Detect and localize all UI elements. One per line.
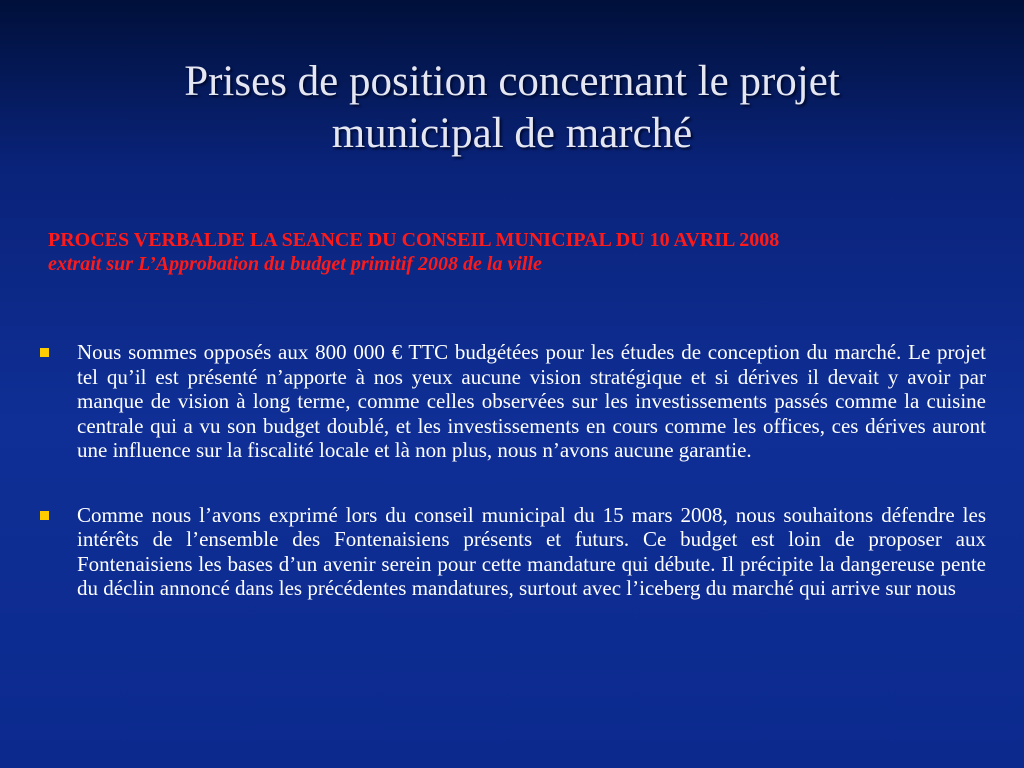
subtitle-line1: PROCES VERBALDE LA SEANCE DU CONSEIL MUNICIPAL DU 10 AVRIL 2008 [48,229,780,251]
list-item [40,340,986,463]
square-bullet-icon [40,511,49,520]
square-bullet-icon [40,348,49,357]
bullet-text: Comme nous l’avons exprimé lors du conseil municipal du 15 mars 2008, nous souhaitons défendre les intérêts de l’ensemble des Fontenaisiens présents et futurs. Ce budget est loin de proposer aux Fontenaisiens les bases d’un avenir serein pour cette mandature qui débute. Il précipite la dangereuse pente du déclin annoncé dans les précédentes mandatures, surtout avec l’iceberg du marché qui arrive sur nous [77,502,986,600]
bullet-text: Nous sommes opposés aux 800 000 € TTC budgétées pour les études de conception du marché. Le projet tel qu’il est présenté n’apporte à nos yeux aucune vision stratégique et si dérives il devait y avoir par manque de vision à long terme, comme celles observées sur les investissements passés comme la cuisine centrale qui a vu son budget doublé, et les investissements en cours comme les offices, ces dérives auront une influence sur la fiscalité locale et là non plus, nous n’avons aucune garantie. [77,340,986,462]
subtitle-line2: extrait sur L’Approbation du budget primitif 2008 de la ville [48,253,542,275]
list-item [40,503,986,601]
slide-subtitle [48,228,998,276]
slide-title [60,56,964,160]
bullet-list [40,340,986,641]
slide-title-line2: municipal de marché [331,110,693,157]
slide-title-line1: Prises de position concernant le projet [184,58,840,105]
